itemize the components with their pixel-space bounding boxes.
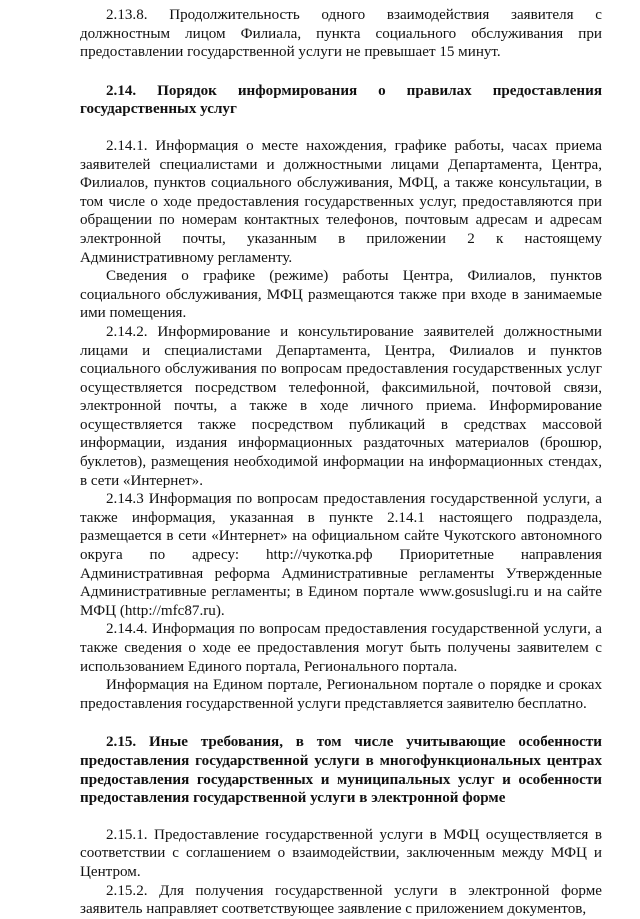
document-page bbox=[80, 6, 602, 919]
paragraph-schedule: Сведения о графике (режиме) работы Центра, Филиалов, пунктов социального обслуживания, МФЦ размещаются также при входе в занимаемые ими помещения. bbox=[80, 268, 602, 322]
section-heading-2-14: 2.14. Порядок информирования о правилах предоставления государственных услуг bbox=[80, 82, 602, 118]
section-heading-2-15: 2.15. Иные требования, в том числе учитывающие особенности предоставления государственной услуги в многофункциональных центрах предоставления государственных и муниципальных услуг и особенности предоставления государственной услуги в электронной форме bbox=[80, 734, 602, 807]
paragraph-free-info: Информация на Едином портале, Региональном портале о порядке и сроках предоставления государственной услуги представляется заявителю бесплатно. bbox=[80, 677, 602, 712]
spacer bbox=[80, 713, 602, 733]
paragraph-2-13-8: 2.13.8. Продолжительность одного взаимодействия заявителя с должностным лицом Филиала, пункта социального обслуживания при предоставлении государственной услуги не превышает 15 минут. bbox=[80, 7, 602, 61]
paragraph-2-14-3: 2.14.3 Информация по вопросам предоставления государственной услуги, а также информация, указанная в пункте 2.14.1 настоящего подраздела, размещается в сети «Интернет» на официальном сайте Чукотского автономного округа по адресу: http://чукотка.рф Приоритетные направления Административная реформа Административные регламенты Утвержденные Административные регламенты; в Едином портале www.gosuslugi.ru и на сайте МФЦ (http://mfc87.ru). bbox=[80, 491, 602, 619]
paragraph-2-15-2: 2.15.2. Для получения государственной услуги в электронной форме заявитель направляет соответствующее заявление с приложением документов, bbox=[80, 882, 602, 918]
paragraph-2-14-4: 2.14.4. Информация по вопросам предоставления государственной услуги, а также сведения о ходе ее предоставления могут быть получены заявителем с использованием Единого портала, Регионального портала. bbox=[80, 621, 602, 675]
spacer bbox=[80, 62, 602, 82]
paragraph-2-14-2: 2.14.2. Информирование и консультирование заявителей должностными лицами и специалистами Департамента, Центра, Филиалов и пунктов социального обслуживания по вопросам предоставления государственных услуг осуществляется посредством телефонной, факсимильной, почтовой связи, электронной почты, а также в ходе личного приема. Информирование осуществляется также посредством публикаций в средствах массовой информации, издания информационных раздаточных материалов (брошюр, буклетов), размещения необходимой информации на информационных стендах, в сети «Интернет». bbox=[80, 323, 602, 489]
paragraph-2-15-1: 2.15.1. Предоставление государственной услуги в МФЦ осуществляется в соответствии с соглашением о взаимодействии, заключенным между МФЦ и Центром. bbox=[80, 826, 602, 880]
spacer bbox=[80, 119, 602, 137]
spacer bbox=[80, 808, 602, 826]
paragraph-2-14-1: 2.14.1. Информация о месте нахождения, графике работы, часах приема заявителей специалистами и должностными лицами Департамента, Центра, Филиалов, пунктов социального обслуживания, МФЦ, а также консультации, в том числе о ходе предоставления государственных услуг, предоставляются при обращении по номерам контактных телефонов, почтовым адресам и адресам электронной почты, указанным в приложении 2 к настоящему Административному регламенту. bbox=[80, 137, 602, 266]
